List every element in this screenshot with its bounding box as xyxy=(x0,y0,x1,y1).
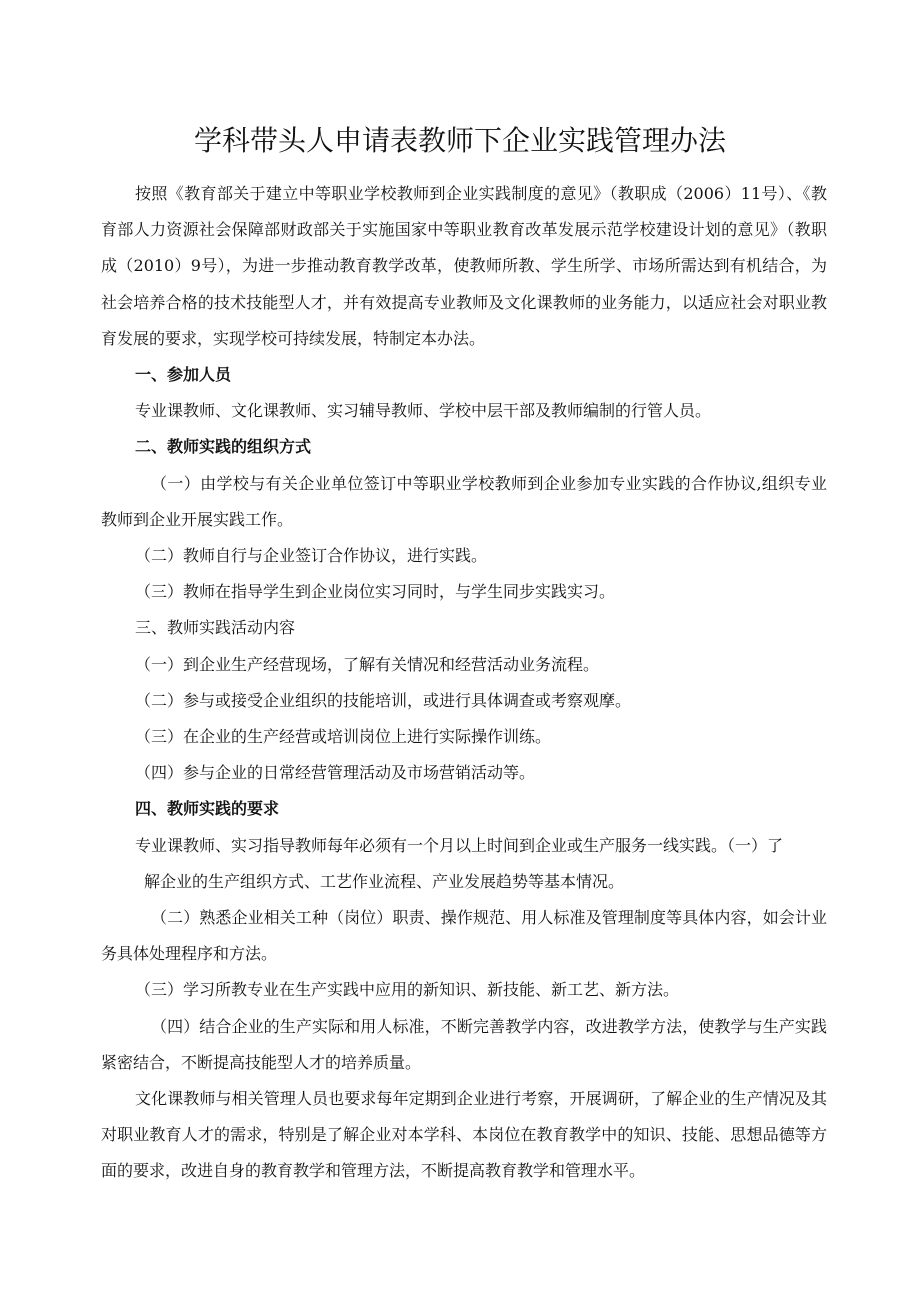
section-4-heading: 四、教师实践的要求 xyxy=(135,799,280,819)
section-4-item-3: （三）学习所教专业在生产实践中应用的新知识、新技能、新工艺、新方法。 xyxy=(135,980,680,1000)
section-1-text: 专业课教师、文化课教师、实习辅导教师、学校中层干部及教师编制的行管人员。 xyxy=(135,401,712,421)
section-3-heading: 三、教师实践活动内容 xyxy=(135,618,296,638)
section-3-item-3: （三）在企业的生产经营或培训岗位上进行实际操作训练。 xyxy=(135,727,552,747)
section-4-line-1: 专业课教师、实习指导教师每年必须有一个月以上时间到企业或生产服务一线实践。（一）了 xyxy=(135,835,784,855)
section-1-heading: 一、参加人员 xyxy=(135,365,232,385)
section-3-item-4: （四）参与企业的日常经营管理活动及市场营销活动等。 xyxy=(135,763,536,783)
intro-paragraph: 按照《教育部关于建立中等职业学校教师到企业实践制度的意见》（教职成（2006）11号）、《教育部人力资源社会保障部财政部关于实施国家中等职业教育改革发展示范学校建设计划的意见》（教职成（2010）9号），为进一步推动教育教学改革，使教师所教、学生所学、市场所需达到有机结合，为社会培养合格的技术技能型人才，并有效提高专业教师及文化课教师的业务能力，以适应社会对职业教育发展的要求，实现学校可持续发展，特制定本办法。 xyxy=(101,184,827,348)
document-title: 学科带头人申请表教师下企业实践管理办法 xyxy=(193,123,726,157)
section-2-heading: 二、教师实践的组织方式 xyxy=(135,437,312,457)
document-body xyxy=(101,176,827,1190)
section-4-item-4: （四）结合企业的生产实际和用人标准，不断完善教学内容，改进教学方法，使教学与生产实践紧密结合，不断提高技能型人才的培养质量。 xyxy=(101,1016,827,1072)
section-2-item-3: （三）教师在指导学生到企业岗位实习同时，与学生同步实践实习。 xyxy=(135,582,616,602)
section-2-item-1: （一）由学校与有关企业单位签订中等职业学校教师到企业参加专业实践的合作协议,组织专业教师到企业开展实践工作。 xyxy=(101,473,827,529)
section-4-line-2: 解企业的生产组织方式、工艺作业流程、产业发展趋势等基本情况。 xyxy=(144,871,625,891)
closing-paragraph: 文化课教师与相关管理人员也要求每年定期到企业进行考察，开展调研，了解企业的生产情况及其对职业教育人才的需求，特别是了解企业对本学科、本岗位在教育教学中的知识、技能、思想品德等方面的要求，改进自身的教育教学和管理方法，不断提高教育教学和管理水平。 xyxy=(101,1089,827,1181)
section-2-item-2: （二）教师自行与企业签订合作协议，进行实践。 xyxy=(135,546,488,566)
section-4-item-2: （二）熟悉企业相关工种（岗位）职责、操作规范、用人标准及管理制度等具体内容，如会计业务具体处理程序和方法。 xyxy=(101,908,827,964)
section-3-item-2: （二）参与或接受企业组织的技能培训，或进行具体调查或考察观摩。 xyxy=(135,690,632,710)
section-3-item-1: （一）到企业生产经营现场，了解有关情况和经营活动业务流程。 xyxy=(135,654,600,674)
